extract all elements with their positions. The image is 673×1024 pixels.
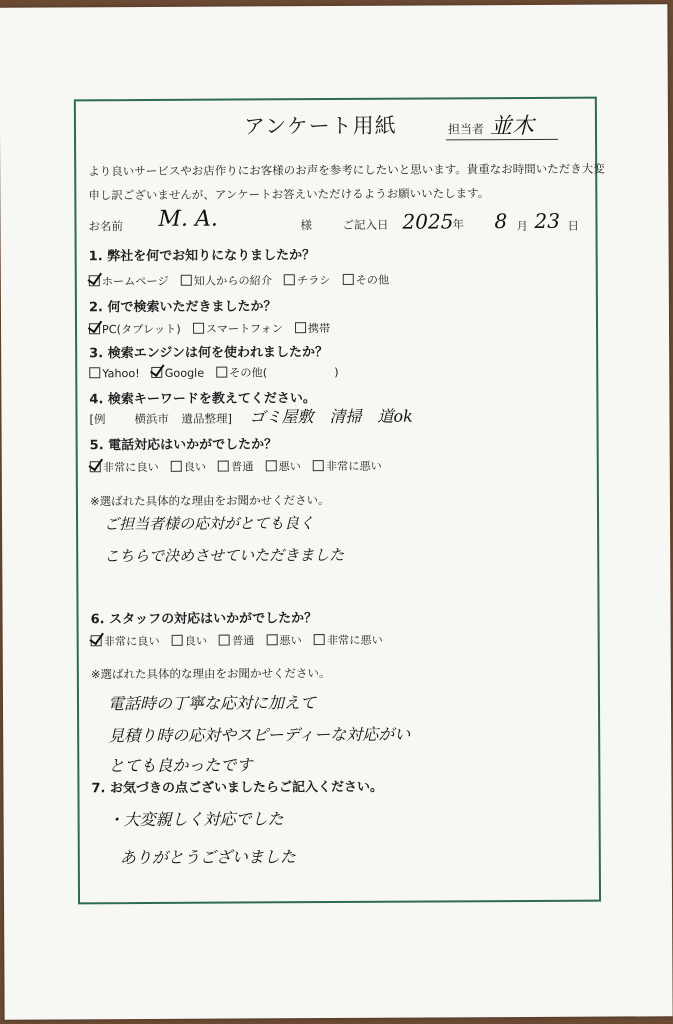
q3-option-label: その他( ): [229, 365, 339, 380]
checkbox-icon[interactable]: [314, 634, 325, 645]
q4-example-label: [例: [89, 412, 106, 427]
q5-option-label: 非常に良い: [102, 460, 159, 475]
q6-option-label: 非常に良い: [103, 634, 160, 649]
q2-option-0[interactable]: [89, 321, 181, 337]
q5-reason-prompt: ※選ばれた具体的な理由をお聞かせください。: [89, 493, 330, 509]
checkbox-icon[interactable]: [89, 275, 100, 286]
q6-reason-line-1: 電話時の丁寧な応対に加えて: [107, 693, 317, 714]
checkbox-icon[interactable]: [89, 323, 100, 334]
q5-option-label: 良い: [183, 460, 207, 474]
q5-option-1[interactable]: [171, 459, 206, 475]
q5-option-0[interactable]: [90, 459, 159, 475]
checkbox-icon[interactable]: [219, 635, 230, 646]
checkbox-icon[interactable]: [91, 635, 102, 646]
month-value: 8: [494, 209, 508, 234]
q6-option-label: 非常に悪い: [326, 633, 383, 648]
q3-option-2[interactable]: [216, 364, 339, 381]
q5-option-label: 非常に悪い: [325, 459, 382, 474]
q5-option-2[interactable]: [218, 458, 253, 474]
q6-option-3[interactable]: [266, 632, 301, 648]
q3-option-0[interactable]: [89, 367, 139, 380]
checkbox-icon[interactable]: [265, 460, 276, 471]
staff-name: 並木: [489, 113, 535, 140]
q6-question: 6. スタッフの対応はいかがでしたか？: [90, 611, 318, 628]
q1-option-label: 知人からの紹介: [193, 274, 273, 288]
q2-option-2[interactable]: [295, 320, 330, 336]
q5-reason-line-1: ご担当者様の応対がとても良く: [104, 514, 315, 534]
q7-question: 7. お気づきの点ございましたらご記入ください。: [91, 779, 383, 797]
q6-option-label: 普通: [231, 634, 255, 648]
q6-option-0[interactable]: [91, 633, 160, 649]
q5-question: 5. 電話対応はいかがでしたか？: [89, 437, 278, 454]
q6-reason-line-2: 見積り時の応対やスピーディーな対応がい: [108, 724, 411, 746]
q6-option-2[interactable]: [219, 632, 254, 648]
q1-option-label: ホームページ: [101, 274, 169, 289]
checkbox-icon[interactable]: [313, 460, 324, 471]
q4-answer: ゴミ屋敷 清掃 道ok: [249, 406, 413, 427]
checkbox-icon[interactable]: [89, 367, 100, 378]
q3-options: [89, 364, 350, 381]
date-label: ご記入日: [342, 217, 389, 232]
q2-option-label: スマートフォン: [205, 322, 283, 336]
q7-answer-line-1: ・大変親しく対応でした: [107, 809, 284, 830]
q5-option-4[interactable]: [313, 458, 382, 474]
q6-option-4[interactable]: [314, 632, 383, 648]
q3-option-1[interactable]: [152, 367, 205, 380]
q2-option-1[interactable]: [193, 320, 283, 336]
day-value: 23: [534, 208, 560, 233]
name-value: M. A.: [158, 206, 218, 232]
checkbox-icon[interactable]: [152, 367, 163, 378]
q1-option-label: チラシ: [296, 274, 331, 288]
checkbox-icon[interactable]: [266, 634, 277, 645]
q7-answer-line-2: ありがとうございました: [119, 847, 296, 868]
q5-reason-line-2: こちらで決めさせていただきました: [104, 545, 345, 566]
checkbox-icon[interactable]: [218, 461, 229, 472]
q2-option-label: 携帯: [307, 322, 331, 336]
intro-line-1: より良いサービスやお店作りにお客様のお声を参考にしたいと思います。貴重なお時間いただき大変: [88, 161, 605, 179]
q2-question: 2. 何で検索いただきましたか？: [88, 299, 277, 316]
q5-option-label: 悪い: [278, 460, 301, 474]
q4-question: 4. 検索キーワードを教えてください。: [89, 391, 316, 408]
q6-option-1[interactable]: [172, 633, 207, 649]
year-unit: 年: [452, 217, 465, 232]
q1-option-label: その他: [355, 273, 390, 287]
q6-option-label: 良い: [184, 634, 208, 648]
checkbox-icon[interactable]: [343, 274, 354, 285]
year-value: 2025: [402, 209, 454, 234]
checkbox-icon[interactable]: [295, 322, 306, 333]
intro-line-2: 申し訳ございませんが、アンケートお答えいただけるようお願いいたします。: [88, 186, 490, 203]
checkbox-icon[interactable]: [284, 274, 295, 285]
day-unit: 日: [567, 218, 580, 233]
q3-question: 3. 検索エンジンは何を使われましたか？: [89, 345, 329, 362]
survey-sheet: [0, 4, 673, 1019]
staff-label: 担当者: [447, 122, 485, 137]
name-label: お名前: [88, 219, 124, 234]
checkbox-icon[interactable]: [172, 635, 183, 646]
q4-example-2: 遺品整理]: [181, 411, 233, 426]
q2-options: [89, 320, 342, 337]
checkbox-icon[interactable]: [90, 461, 101, 472]
q6-reason-prompt: ※選ばれた具体的な理由をお聞かせください。: [90, 666, 331, 682]
q1-question: 1. 弊社を何でお知りになりましたか？: [88, 248, 316, 265]
q1-option-2[interactable]: [284, 272, 331, 288]
checkbox-icon[interactable]: [181, 275, 192, 286]
month-unit: 月: [516, 218, 529, 234]
q5-option-3[interactable]: [265, 458, 300, 474]
q3-option-label: Google: [164, 366, 205, 380]
q3-option-label: Yahoo!: [102, 367, 140, 381]
checkbox-icon[interactable]: [171, 461, 182, 472]
q1-option-3[interactable]: [343, 272, 390, 288]
q4-example-1: 横浜市: [134, 411, 170, 427]
q1-option-0[interactable]: [89, 273, 169, 289]
q6-reason-line-3: とても良かったです: [108, 755, 253, 776]
honorific: 様: [300, 218, 313, 233]
q2-option-label: PC(タブレット): [102, 322, 181, 337]
q1-options: [89, 272, 401, 290]
q5-options: [90, 458, 394, 476]
q6-option-label: 悪い: [279, 634, 302, 648]
form-title: アンケート用紙: [243, 113, 397, 139]
checkbox-icon[interactable]: [193, 323, 204, 334]
checkbox-icon[interactable]: [216, 367, 227, 378]
q5-option-label: 普通: [231, 460, 254, 474]
q6-options: [91, 632, 395, 650]
q1-option-1[interactable]: [181, 272, 272, 288]
